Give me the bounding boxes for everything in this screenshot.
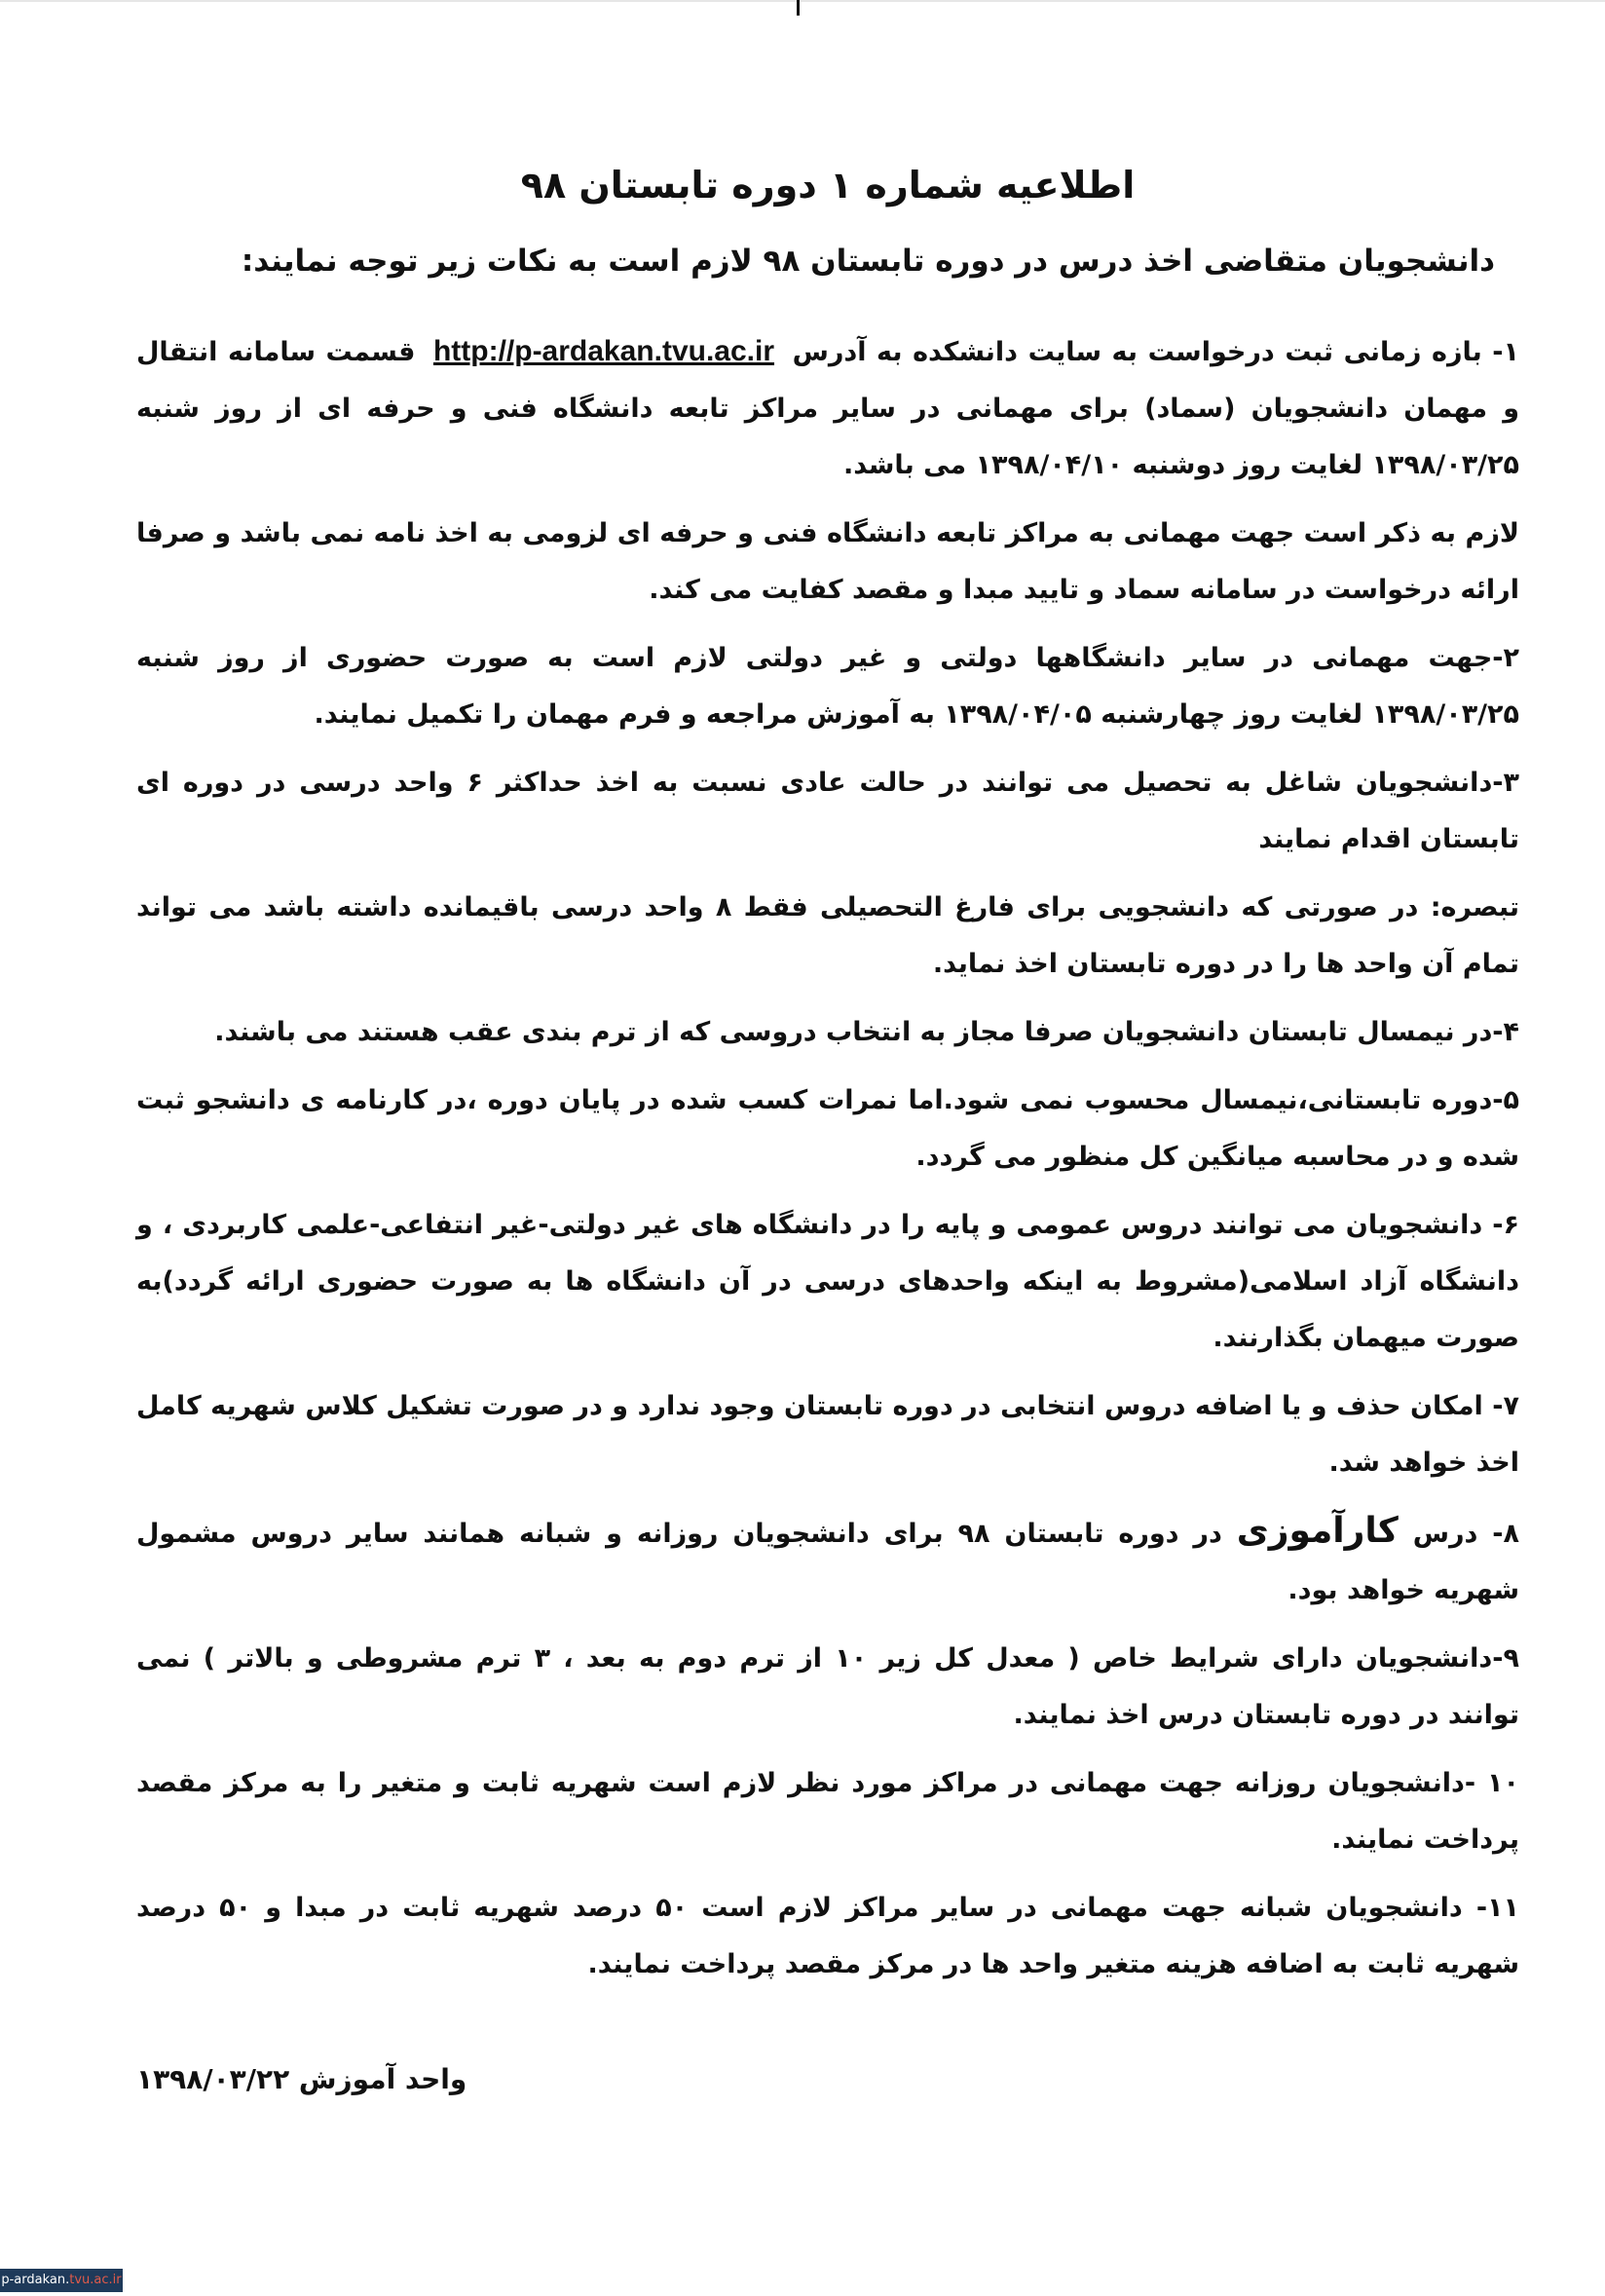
item-1-note: لازم به ذکر است جهت مهمانی به مراکز تابعه دانشگاه فنی و حرفه ای لزومی به اخذ نامه نمی باشد و صرفا ارائه درخواست در سامانه سماد و تایید مبدا و مقصد کفایت می کند. <box>136 518 1519 605</box>
item-9: ۹-دانشجویان دارای شرایط خاص ( معدل کل زیر ۱۰ از ترم دوم به بعد ، ۳ ترم مشروطی و بالاتر ) نمی توانند در دوره تابستان درس اخذ نمایند. <box>136 1643 1519 1730</box>
item-8-text-before: ۸- درس <box>1412 1519 1519 1549</box>
item-10: ۱۰ -دانشجویان روزانه جهت مهمانی در مراکز مورد نظر لازم است شهریه ثابت و متغیر را به مرکز مقصد پرداخت نمایند. <box>136 1768 1519 1855</box>
top-center-tick <box>797 0 800 16</box>
item-1 <box>136 323 1519 494</box>
faculty-website-link[interactable]: http://p-ardakan.tvu.ac.ir <box>432 335 775 367</box>
item-1-text-before: ۱- بازه زمانی ثبت درخواست به سایت دانشکده به آدرس <box>792 337 1519 367</box>
item-7: ۷- امکان حذف و یا اضافه دروس انتخابی در دوره تابستان وجود ندارد و در صورت تشکیل کلاس شهریه کامل اخذ خواهد شد. <box>136 1391 1519 1478</box>
logo-text-main: p-ardakan. <box>1 2273 70 2287</box>
item-11: ۱۱- دانشجویان شبانه جهت مهمانی در سایر مراکز لازم است ۵۰ درصد شهریه ثابت در مبدا و ۵۰ درصد شهریه ثابت به اضافه هزینه متغیر واحد ها در مرکز مقصد پرداخت نمایند. <box>136 1893 1519 1979</box>
announcement-title: اطلاعیه شماره ۱ دوره تابستان ۹۸ <box>520 164 1136 207</box>
logo-text-accent: tvu.ac.ir <box>69 2273 122 2287</box>
top-border-line <box>0 0 1605 2</box>
item-5: ۵-دوره تابستانی،نیمسال محسوب نمی شود.اما نمرات کسب شده در پایان دوره ،در کارنامه ی دانشجو ثبت شده و در محاسبه میانگین کل منظور می گردد. <box>136 1085 1519 1172</box>
item-4: ۴-در نیمسال تابستان دانشجویان صرفا مجاز به انتخاب دروسی که از ترم بندی عقب هستند می باشند. <box>214 1017 1519 1047</box>
item-3-note: تبصره: در صورتی که دانشجویی برای فارغ التحصیلی فقط ۸ واحد درسی باقیمانده داشته باشد می تواند تمام آن واحد ها را در دوره تابستان اخذ نماید. <box>136 892 1519 979</box>
item-8-emphasis: کارآموزی <box>1236 1511 1399 1551</box>
site-watermark-logo <box>0 2269 123 2292</box>
item-3: ۳-دانشجویان شاغل به تحصیل می توانند در حالت عادی نسبت به اخذ حداکثر ۶ واحد درسی در دوره ای تابستان اقدام نمایند <box>136 768 1519 854</box>
item-8 <box>136 1503 1519 1619</box>
item-2: ۲-جهت مهمانی در سایر دانشگاهها دولتی و غیر دولتی لازم است به صورت حضوری از روز شنبه ۱۳۹۸/۰۳/۲۵ لغایت روز چهارشنبه ۱۳۹۸/۰۴/۰۵ به آموزش مراجعه و فرم مهمان را تکمیل نمایند. <box>136 643 1519 730</box>
item-1-text-after: قسمت سامانه انتقال و مهمان دانشجویان (سماد) برای مهمانی در سایر مراکز تابعه دانشگاه فنی و حرفه ای از روز شنبه ۱۳۹۸/۰۳/۲۵ لغایت روز دوشنبه ۱۳۹۸/۰۴/۱۰ می باشد. <box>136 337 1519 480</box>
item-6: ۶- دانشجویان می توانند دروس عمومی و پایه را در دانشگاه های غیر دولتی-غیر انتفاعی-علمی کاربردی ، و دانشگاه آزاد اسلامی(مشروط به اینکه واحدهای درسی در آن دانشگاه ها به صورت حضوری ارائه گردد)به صورت میهمان بگذارنند. <box>136 1210 1519 1353</box>
announcement-document <box>136 146 1519 2005</box>
intro-text: دانشجویان متقاضی اخذ درس در دوره تابستان ۹۸ لازم است به نکات زیر توجه نمایند: <box>241 244 1495 279</box>
signature-footer: واحد آموزش ۱۳۹۸/۰۳/۲۲ <box>136 2063 467 2095</box>
item-8-text-after: در دوره تابستان ۹۸ برای دانشجویان روزانه و شبانه همانند سایر دروس مشمول شهریه خواهد بود. <box>136 1519 1519 1605</box>
